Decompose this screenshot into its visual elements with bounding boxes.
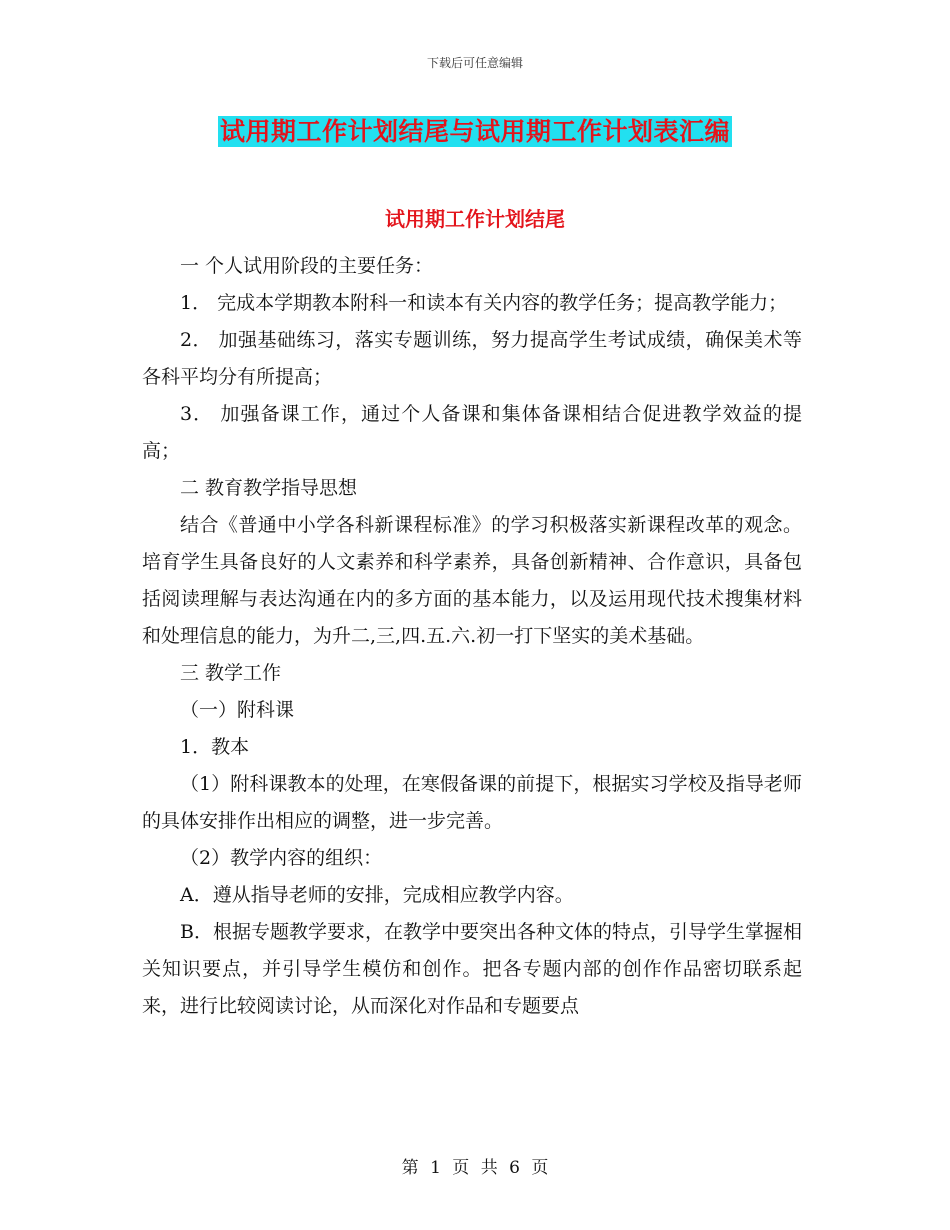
section-title: 试用期工作计划结尾 — [385, 207, 565, 231]
paragraph-item-textbook: 1．教本 — [180, 736, 250, 758]
paragraph-item-2: （2）教学内容的组织： — [180, 847, 383, 869]
paragraph-task-2: 2． 加强基础练习，落实专题训练，努力提高学生考试成绩，确保美术等各科平均分有所提高； — [142, 329, 802, 388]
document-title — [0, 112, 950, 148]
document-body — [142, 248, 802, 1025]
paragraph-heading-2: 二 教育教学指导思想 — [180, 477, 358, 499]
paragraph-guiding-idea: 结合《普通中小学各科新课程标准》的学习积极落实新课程改革的观念。培育学生具备良好的人文素养和科学素养，具备创新精神、合作意识，具备包括阅读理解与表达沟通在内的多方面的基本能力，以及运用现代技术搜集材料和处理信息的能力，为升二,三,四.五.六.初一打下坚实的美术基础。 — [142, 514, 802, 647]
page-footer: 第 1 页 共 6 页 — [401, 1158, 549, 1178]
paragraph-item-a: A．遵从指导老师的安排，完成相应教学内容。 — [180, 884, 574, 906]
paragraph-subheading: （一）附科课 — [180, 699, 295, 721]
page-header-note: 下载后可任意编辑 — [426, 56, 523, 70]
paragraph-heading-1: 一 个人试用阶段的主要任务： — [180, 255, 434, 277]
paragraph-task-3: 3． 加强备课工作，通过个人备课和集体备课相结合促进教学效益的提高； — [142, 403, 802, 462]
paragraph-heading-3: 三 教学工作 — [180, 662, 282, 684]
paragraph-task-1: 1． 完成本学期教本附科一和读本有关内容的教学任务；提高教学能力； — [180, 292, 788, 314]
paragraph-item-1: （1）附科课教本的处理，在寒假备课的前提下，根据实习学校及指导老师的具体安排作出相应的调整，进一步完善。 — [142, 773, 802, 832]
paragraph-item-b: B．根据专题教学要求，在教学中要突出各种文体的特点，引导学生掌握相关知识要点，并引导学生模仿和创作。把各专题内部的创作作品密切联系起来，进行比较阅读讨论，从而深化对作品和专题要点 — [142, 921, 802, 1017]
document-title-text: 试用期工作计划结尾与试用期工作计划表汇编 — [219, 117, 730, 146]
